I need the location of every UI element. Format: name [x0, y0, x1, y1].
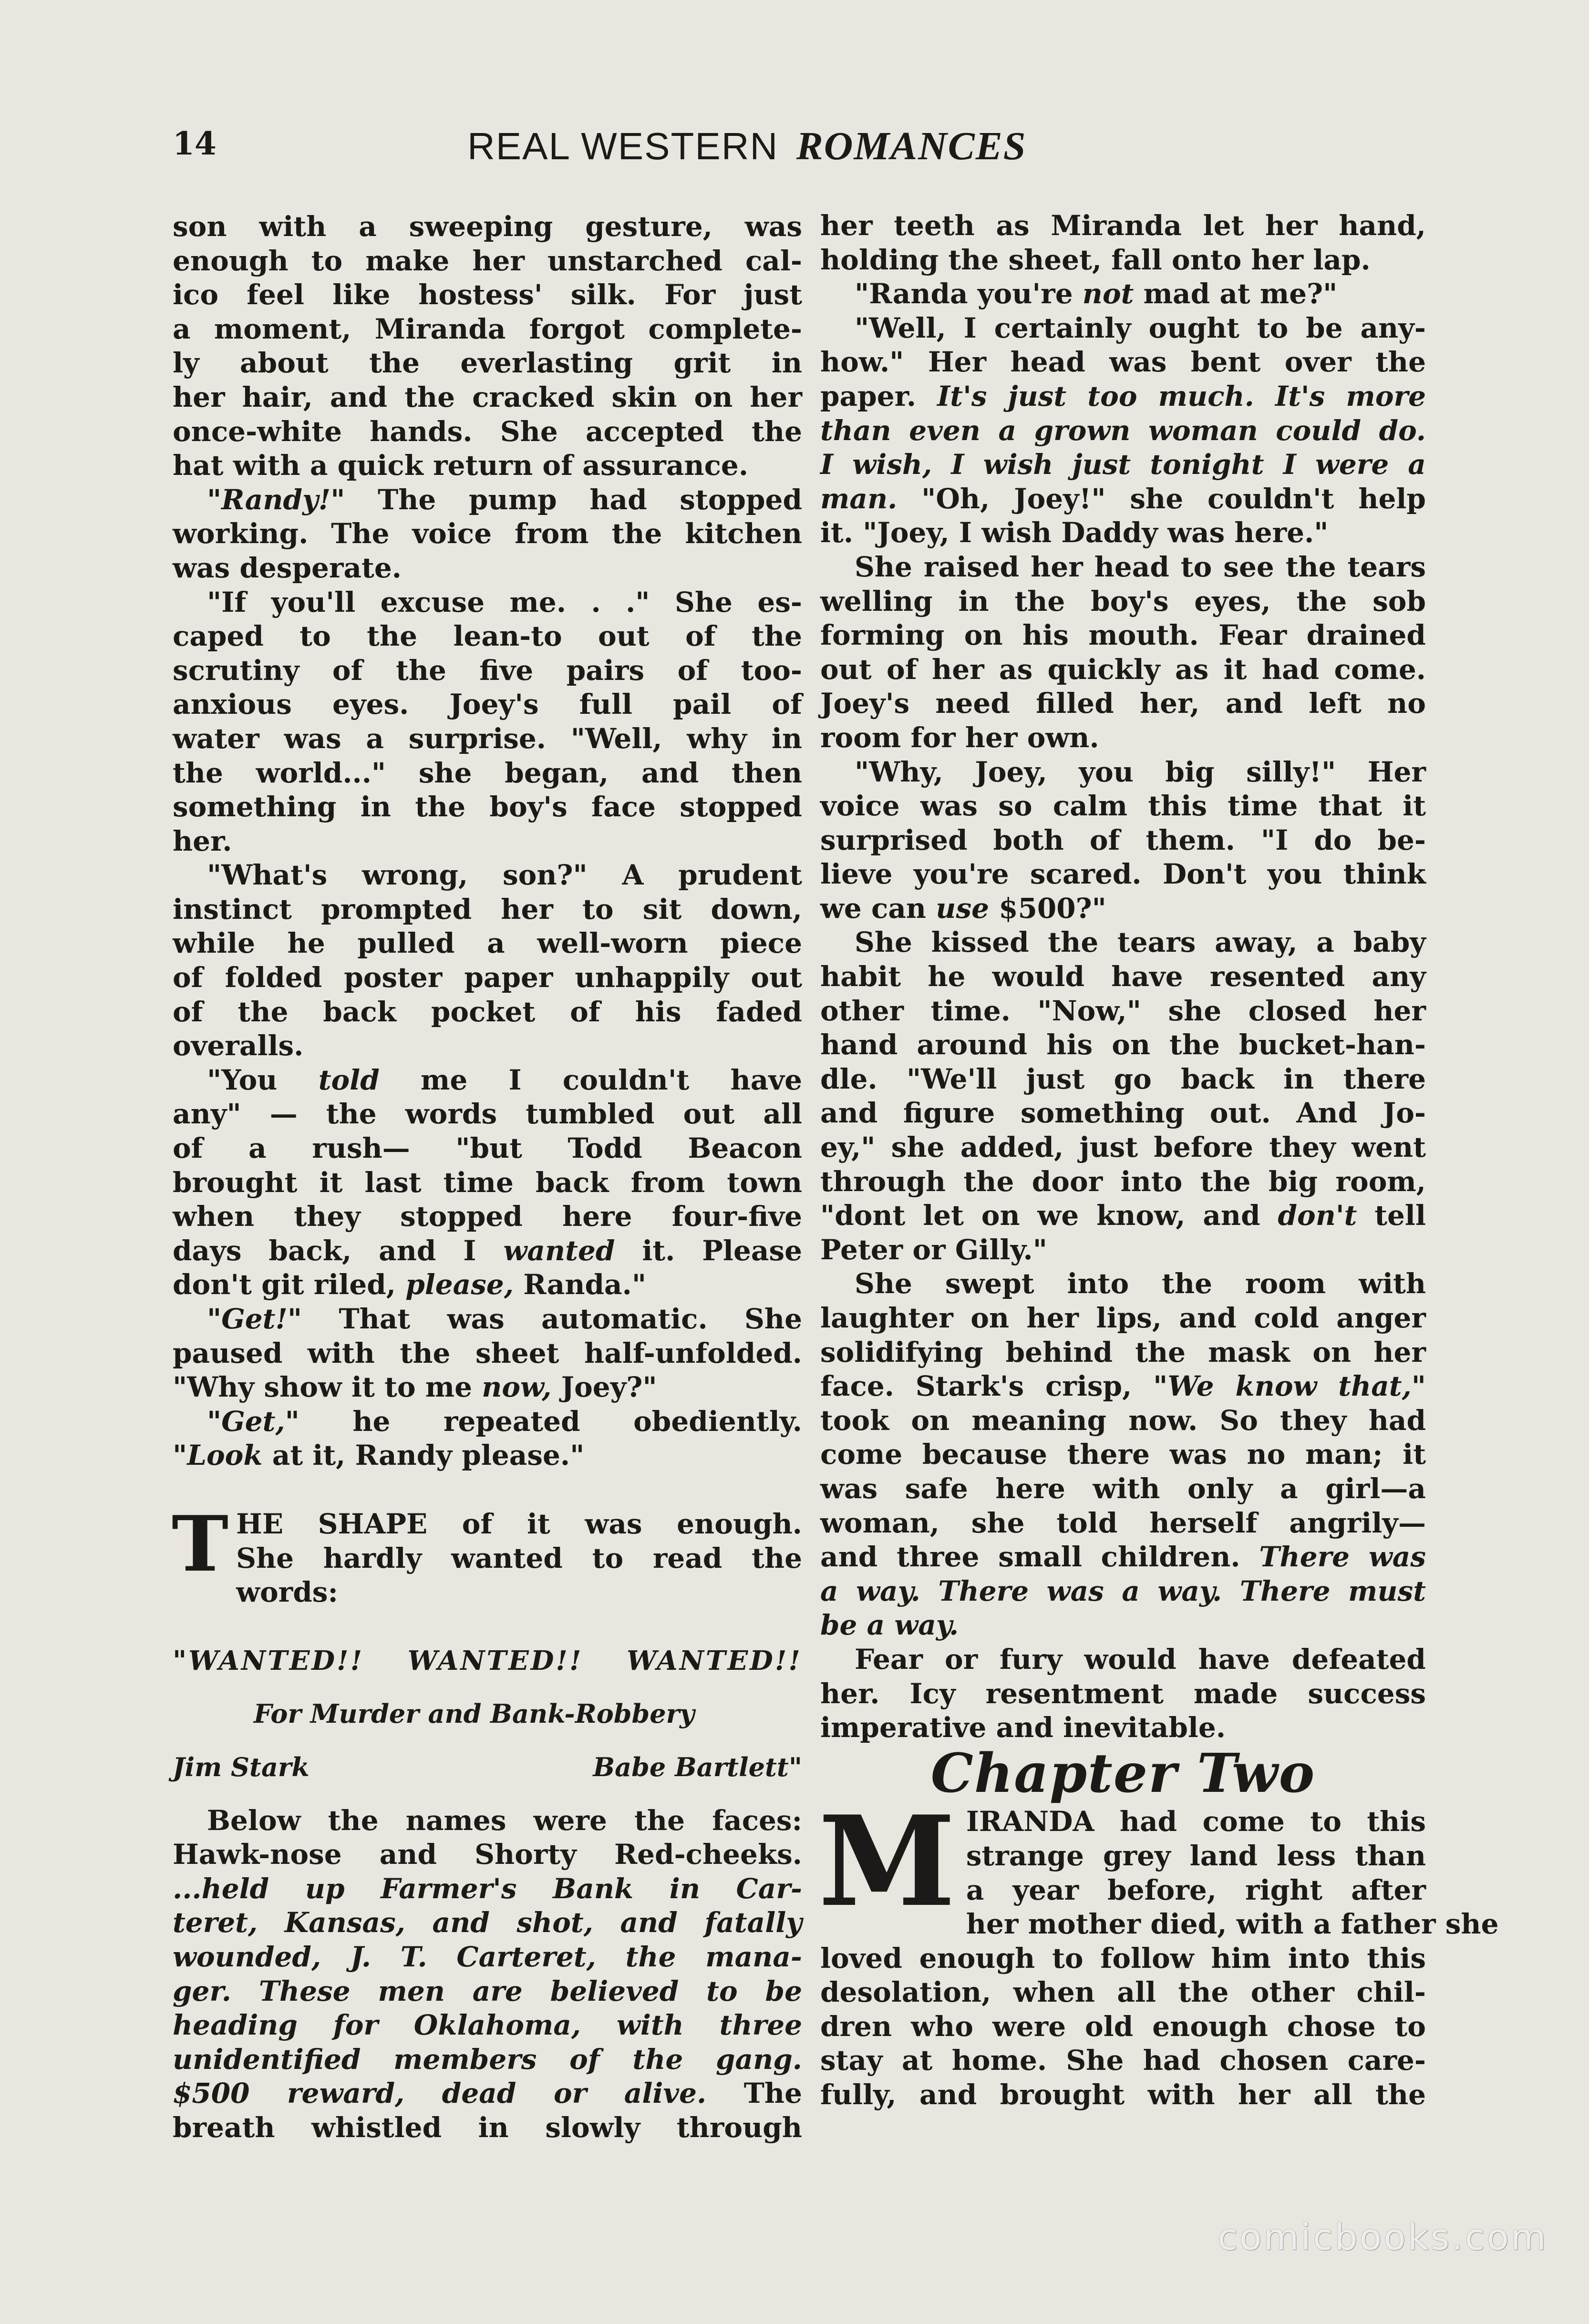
text-line — [820, 380, 1426, 414]
text-run: $500?" — [989, 892, 1106, 925]
running-head-italic: ROMANCES — [796, 124, 1027, 168]
paragraph — [173, 858, 802, 1063]
text-run: me I couldn't have — [379, 1063, 802, 1096]
drop-cap: M — [818, 1789, 956, 1935]
text-line: her. Icy resentment made success — [820, 1677, 1426, 1710]
running-head — [467, 123, 1027, 169]
drop-cap: T — [172, 1499, 229, 1589]
text-line: of a rush— "but Todd Beacon — [173, 1132, 802, 1165]
text-line — [173, 1439, 802, 1473]
text-line: come because there was no man; it — [820, 1438, 1426, 1471]
text-line: the world..." she began, and then — [173, 756, 802, 789]
paragraph — [173, 1302, 802, 1405]
text-run: "Oh, Joey!" she couldn't help — [897, 482, 1426, 515]
italic-text: $500 reward, dead or alive. — [173, 2077, 707, 2110]
text-run: and three small children. — [820, 1541, 1259, 1573]
text-line: imperative and inevitable. — [820, 1711, 1226, 1744]
text-line: through the door into the big room, — [820, 1165, 1426, 1198]
text-line — [820, 277, 1426, 311]
text-run: don't git riled, — [173, 1268, 406, 1301]
poster-wanted-word: WANTED!! — [626, 1645, 802, 1676]
paragraph — [173, 1804, 802, 2145]
paragraph — [820, 1643, 1426, 1745]
text-line: She hardly wanted to read the — [236, 1542, 802, 1574]
poster-wanted-word: WANTED!! — [407, 1645, 583, 1676]
text-run: "You — [207, 1063, 319, 1096]
text-line — [820, 482, 1426, 516]
text-line: overalls. — [173, 1029, 304, 1062]
text-line: ger. These men are believed to be — [173, 1974, 802, 2007]
text-line: dren who were old enough chose to — [820, 2010, 1426, 2043]
running-head-roman: REAL WESTERN — [467, 125, 779, 167]
text-line: breath whistled in slowly through — [173, 2111, 802, 2144]
text-line: anxious eyes. Joey's full pail of — [173, 688, 802, 721]
text-line: strange grey land less than — [966, 1839, 1426, 1872]
text-line: other time. "Now," she closed her — [820, 994, 1426, 1027]
text-line: heading for Oklahoma, with three — [173, 2009, 802, 2042]
text-line: She raised her head to see the tears — [855, 550, 1426, 583]
text-line: a way. There was a way. There must — [820, 1574, 1426, 1607]
italic-text: "Look — [173, 1439, 263, 1472]
text-line: Fear or fury would have defeated — [855, 1643, 1426, 1676]
text-line: water was a surprise. "Well, why in — [173, 722, 802, 755]
text-line: how." Her head was bent over the — [820, 346, 1426, 379]
text-line: words: — [236, 1576, 338, 1609]
italic-text: told — [318, 1063, 380, 1096]
text-run: Joey?" — [551, 1371, 657, 1404]
text-run: it. Please — [615, 1234, 802, 1267]
text-line: teret, Kansas, and shot, and fatally — [173, 1906, 802, 1939]
chapter-opening-paragraph — [818, 1789, 1499, 2112]
text-line: laughter on her lips, and cold anger — [820, 1302, 1426, 1334]
text-line — [173, 1370, 802, 1405]
italic-text: "Get!" — [207, 1303, 302, 1335]
text-line: dle. "We'll just go back in there — [820, 1062, 1426, 1095]
text-line — [173, 1234, 802, 1268]
text-line: solidifying behind the mask on her — [820, 1336, 1426, 1368]
text-line: IRANDA had come to this — [966, 1805, 1426, 1838]
text-run: at it, Randy please." — [262, 1439, 585, 1472]
text-line: any" — the words tumbled out all — [173, 1098, 802, 1131]
text-run: days back, and I — [173, 1234, 504, 1267]
paragraph — [173, 1063, 802, 1302]
text-line: working. The voice from the kitchen — [173, 517, 802, 550]
text-line: something in the boy's face stopped — [173, 791, 802, 823]
text-line: holding the sheet, fall onto her lap. — [820, 243, 1371, 276]
poster-name: Jim Stark — [173, 1751, 310, 1782]
text-line: it. "Joey, I wish Daddy was here." — [820, 516, 1329, 549]
text-line: son with a sweeping gesture, was — [173, 210, 802, 243]
text-line: lieve you're scared. Don't you think — [820, 858, 1426, 891]
text-line: scrutiny of the five pairs of too- — [173, 654, 802, 687]
italic-text: "Randy!" — [207, 483, 345, 516]
text-line: "Well, I certainly ought to be any- — [855, 311, 1426, 344]
text-line: woman, she told herself angrily— — [820, 1506, 1426, 1539]
text-run: The pump had stopped — [345, 483, 802, 516]
text-line: "What's wrong, son?" A prudent — [207, 859, 802, 892]
poster-names — [173, 1750, 802, 1785]
text-line: fully, and brought with her all the — [820, 2078, 1426, 2111]
text-line: be a way. — [820, 1609, 959, 1642]
text-line: her teeth as Miranda let her hand, — [820, 209, 1426, 242]
text-line: was desperate. — [173, 551, 402, 584]
text-line: paused with the sheet half-unfolded. — [173, 1337, 802, 1369]
text-line: Below the names were the faces: — [207, 1804, 802, 1837]
text-line — [820, 1199, 1426, 1233]
text-line: stay at home. She had chosen care- — [820, 2044, 1426, 2077]
italic-text: "We know that," — [1153, 1370, 1426, 1403]
italic-text: use — [936, 892, 990, 925]
text-line: hat with a quick return of assurance. — [173, 449, 749, 482]
text-run: we can — [820, 892, 936, 925]
text-run: The — [706, 2077, 802, 2110]
italic-text: please, — [405, 1268, 514, 1301]
text-line: while he pulled a well-worn piece — [173, 927, 802, 960]
italic-text: It's just too much. It's more — [937, 380, 1426, 412]
text-line: out of her as quickly as it had come. — [820, 653, 1426, 686]
text-run: "Randa you're — [855, 278, 1083, 310]
text-run: he repeated obediently. — [299, 1405, 802, 1438]
spacer — [173, 1731, 802, 1750]
paragraph — [820, 277, 1426, 311]
paragraph — [173, 210, 802, 483]
italic-text: don't — [1278, 1199, 1357, 1232]
paragraph — [820, 311, 1426, 550]
text-line — [173, 483, 802, 517]
italic-text: There was — [1259, 1541, 1426, 1573]
text-line: once-white hands. She accepted the — [173, 415, 802, 448]
poster-wanted-word: "WANTED!! — [173, 1645, 364, 1676]
text-line: forming on his mouth. Fear drained — [820, 619, 1426, 652]
spacer — [173, 1678, 802, 1697]
paragraph — [820, 1267, 1426, 1643]
text-line: "Why, Joey, you big silly!" Her — [855, 755, 1426, 788]
text-line: "If you'll excuse me. . ." She es- — [207, 586, 802, 618]
paragraph — [820, 209, 1426, 277]
site-watermark: comicbooks.com — [1218, 2216, 1548, 2258]
text-line: ey," she added, just before they went — [820, 1131, 1426, 1164]
text-line: Hawk-nose and Shorty Red-cheeks. — [173, 1838, 802, 1871]
spacer — [173, 1785, 802, 1804]
text-line: I wish, I wish just tonight I were a — [820, 448, 1426, 481]
italic-text: wanted — [503, 1234, 615, 1267]
text-line: Joey's need filled her, and left no — [820, 687, 1426, 720]
text-line — [820, 1369, 1426, 1404]
text-line: desolation, when all the other chil- — [820, 1976, 1426, 2009]
text-line: when they stopped here four-five — [173, 1200, 802, 1233]
text-line — [173, 1063, 802, 1098]
text-line: brought it last time back from town — [173, 1166, 802, 1199]
paragraph — [173, 586, 802, 859]
text-line: habit he would have resented any — [820, 960, 1426, 993]
text-line: and figure something out. And Jo- — [820, 1097, 1426, 1130]
text-run: mad at me?" — [1134, 278, 1338, 310]
text-line — [173, 1302, 802, 1337]
text-line — [173, 1268, 802, 1302]
text-line: ...held up Farmer's Bank in Car- — [173, 1872, 802, 1905]
text-line: a year before, right after — [966, 1873, 1426, 1906]
text-line — [820, 1540, 1426, 1574]
text-line: of the back pocket of his faded — [173, 995, 802, 1028]
text-run: That was automatic. She — [302, 1303, 802, 1335]
text-line: ico feel like hostess' silk. For just — [173, 278, 802, 311]
text-line: than even a grown woman could do. — [820, 414, 1426, 447]
paragraph — [820, 550, 1426, 755]
text-line: unidentified members of the gang. — [173, 2043, 802, 2076]
text-line: loved enough to follow him into this — [820, 1942, 1426, 1974]
text-line: her hair, and the cracked skin on her — [173, 380, 802, 413]
text-line: Peter or Gilly." — [820, 1233, 1047, 1266]
text-line: room for her own. — [820, 721, 1099, 754]
right-column — [818, 209, 1499, 2112]
left-column — [173, 210, 802, 2145]
text-line: She kissed the tears away, a baby — [855, 926, 1426, 959]
italic-text: now, — [482, 1371, 552, 1404]
section-opening-paragraph — [172, 1499, 802, 1610]
text-run: "dont let on we know, and — [820, 1199, 1278, 1232]
text-line: HE SHAPE of it was enough. — [236, 1507, 802, 1540]
text-run: paper. — [820, 380, 938, 412]
text-run: face. Stark's crisp, — [820, 1370, 1154, 1403]
text-line — [820, 892, 1426, 926]
wanted-poster-quote — [173, 1644, 802, 1785]
text-line: welling in the boy's eyes, the sob — [820, 585, 1426, 617]
spacer — [173, 1610, 802, 1644]
text-line: her mother died, with a father she — [966, 1908, 1499, 1941]
text-line: instinct prompted her to sit down, — [173, 893, 802, 925]
text-line: enough to make her unstarched cal- — [173, 244, 802, 277]
text-line: caped to the lean-to out of the — [173, 620, 802, 653]
poster-name: Babe Bartlett" — [593, 1751, 802, 1782]
paragraph — [820, 755, 1426, 926]
text-line: took on meaning now. So they had — [820, 1404, 1426, 1437]
text-line: hand around his on the bucket-han- — [820, 1028, 1426, 1061]
page-number: 14 — [173, 125, 217, 162]
text-run: Randa." — [514, 1268, 647, 1301]
text-run: "Why show it to me — [173, 1371, 482, 1404]
text-line: wounded, J. T. Carteret, the mana- — [173, 1940, 802, 1973]
text-line — [173, 2077, 802, 2111]
poster-crime: For Murder and Bank-Robbery — [254, 1698, 695, 1729]
text-line: surprised both of them. "I do be- — [820, 823, 1426, 856]
text-line: voice was so calm this time that it — [820, 790, 1426, 823]
paragraph — [173, 483, 802, 586]
text-line: of folded poster paper unhappily out — [173, 961, 802, 994]
poster-wanted-line — [173, 1644, 802, 1678]
text-line: was safe here with only a girl—a — [820, 1472, 1426, 1505]
text-line: She swept into the room with — [855, 1267, 1426, 1300]
italic-text: "Get," — [207, 1405, 299, 1438]
text-line: ly about the everlasting grit in — [173, 347, 802, 380]
text-line: a moment, Miranda forgot complete- — [173, 312, 802, 345]
paragraph — [820, 925, 1426, 1267]
spacer — [173, 1473, 802, 1507]
text-line: her. — [173, 824, 232, 857]
italic-text: not — [1082, 278, 1134, 310]
text-line — [173, 1405, 802, 1439]
chapter-heading: Chapter Two — [930, 1742, 1316, 1805]
text-run: tell — [1357, 1199, 1426, 1232]
paragraph — [173, 1405, 802, 1473]
italic-text: man. — [820, 482, 898, 515]
